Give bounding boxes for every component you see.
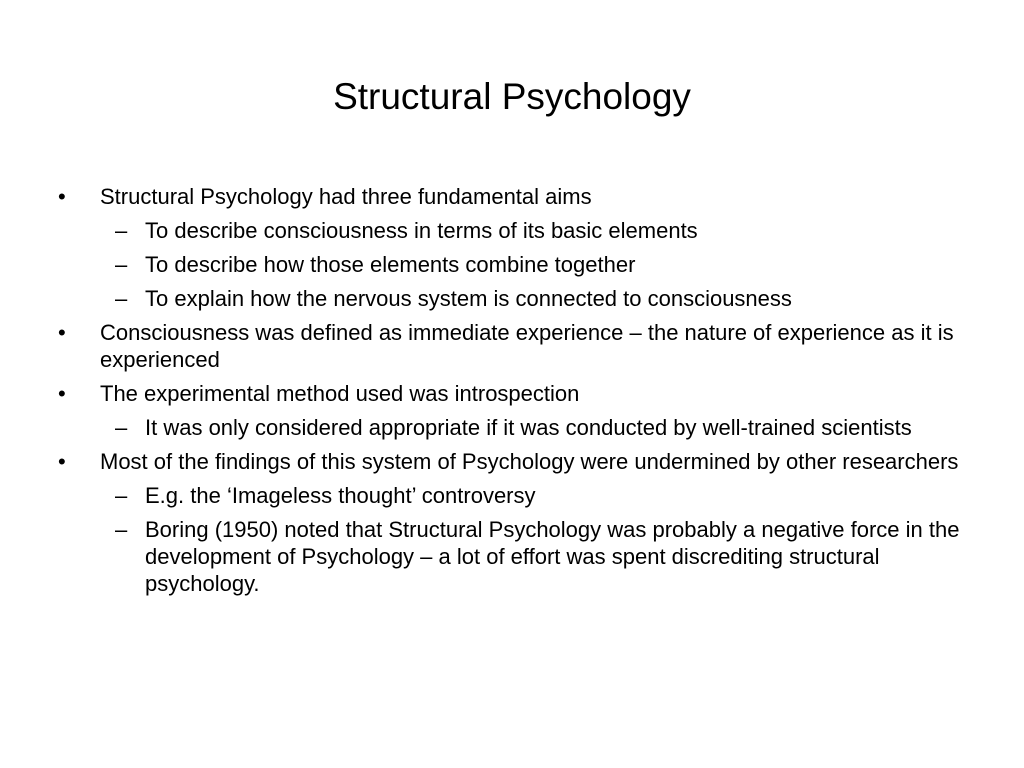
bullet-item — [55, 183, 975, 210]
bullet-text: The experimental method used was introspection — [100, 381, 580, 406]
sub-bullet-marker: – — [115, 483, 128, 508]
bullet-text: Structural Psychology had three fundamental aims — [100, 184, 592, 209]
sub-bullet-text: It was only considered appropriate if it was conducted by well-trained scientists — [145, 415, 912, 440]
sub-bullet-text: Boring (1950) noted that Structural Psychology was probably a negative force in the development of Psychology – a lot of effort was spent discrediting structural psychology. — [145, 517, 960, 596]
sub-bullet-item — [55, 516, 975, 597]
sub-bullet-item — [55, 251, 975, 278]
bullet-text: Consciousness was defined as immediate experience – the nature of experience as it is experienced — [100, 320, 954, 372]
sub-bullet-marker: – — [115, 218, 128, 243]
sub-bullet-marker: – — [115, 415, 128, 440]
sub-bullet-marker: – — [115, 286, 128, 311]
bullet-marker: • — [58, 449, 66, 474]
slide-title: Structural Psychology — [333, 76, 691, 117]
bullet-item — [55, 448, 975, 475]
sub-bullet-marker: – — [115, 517, 128, 542]
bullet-item — [55, 380, 975, 407]
bullet-list — [55, 183, 975, 597]
sub-bullet-text: E.g. the ‘Imageless thought’ controversy — [145, 483, 536, 508]
bullet-text: Most of the findings of this system of Psychology were undermined by other researchers — [100, 449, 959, 474]
sub-bullet-item — [55, 414, 975, 441]
bullet-marker: • — [58, 184, 66, 209]
sub-bullet-text: To explain how the nervous system is connected to consciousness — [145, 286, 792, 311]
bullet-marker: • — [58, 320, 66, 345]
sub-bullet-marker: – — [115, 252, 128, 277]
bullet-marker: • — [58, 381, 66, 406]
sub-bullet-text: To describe how those elements combine together — [145, 252, 636, 277]
bullet-item — [55, 319, 975, 373]
sub-bullet-item — [55, 217, 975, 244]
sub-bullet-item — [55, 482, 975, 509]
sub-bullet-item — [55, 285, 975, 312]
sub-bullet-text: To describe consciousness in terms of its basic elements — [145, 218, 698, 243]
